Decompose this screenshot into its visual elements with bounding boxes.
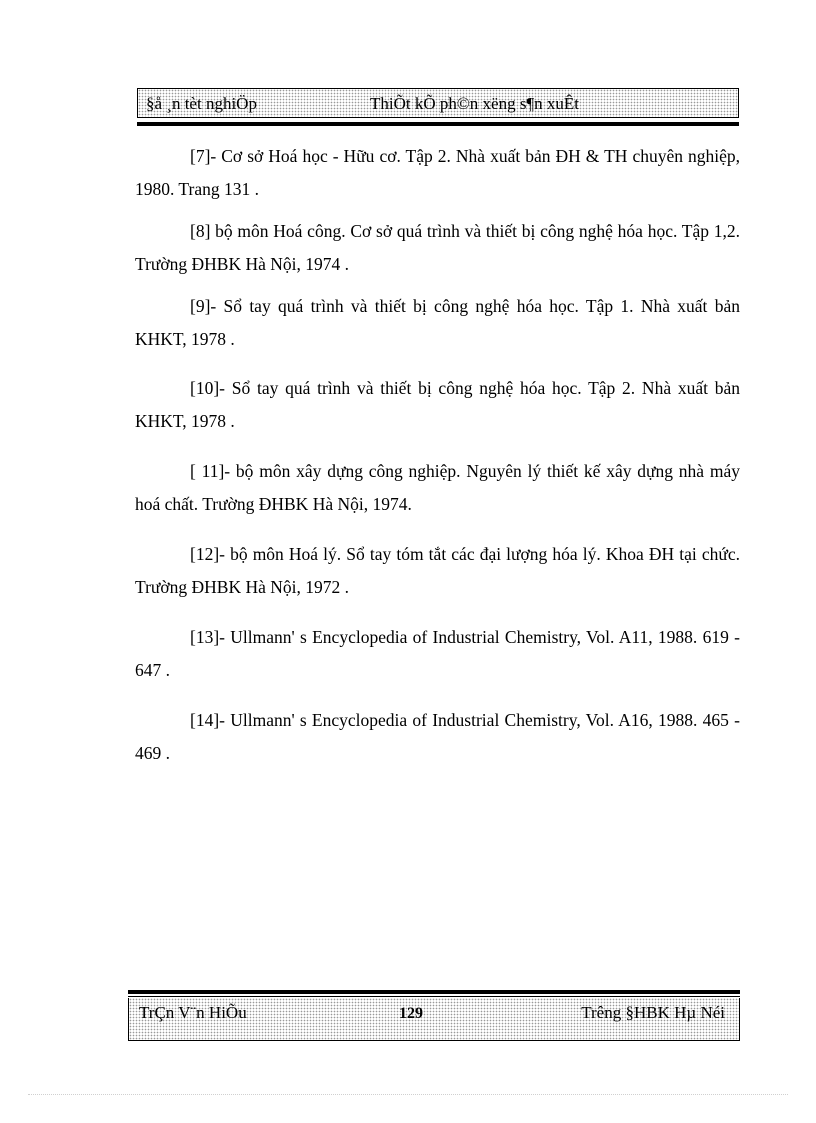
- header-rule: [137, 122, 739, 126]
- footer-school: Trêng §HBK Hµ Néi: [581, 1003, 725, 1022]
- page-bottom-divider: [28, 1094, 788, 1095]
- footer-rule-thin: [128, 996, 740, 997]
- reference-item-9: [9]- Sổ tay quá trình và thiết bị công nghệ hóa học. Tập 1. Nhà xuất bản KHKT, 1978 .: [135, 296, 740, 349]
- header-design-title: ThiÕt kÕ ph©n xëng s¶n xuÊt: [370, 94, 580, 113]
- reference-item-11: [ 11]- bộ môn xây dựng công nghiệp. Nguyên lý thiết kế xây dựng nhà máy hoá chất. Trường ĐHBK Hà Nội, 1974.: [135, 461, 740, 514]
- reference-item-10: [10]- Sổ tay quá trình và thiết bị công nghệ hóa học. Tập 2. Nhà xuất bản KHKT, 1978 .: [135, 378, 740, 431]
- footer-author: TrÇn V¨n HiÕu: [139, 1003, 247, 1022]
- reference-item-12: [12]- bộ môn Hoá lý. Sổ tay tóm tắt các đại lượng hóa lý. Khoa ĐH tại chức. Trường ĐHBK Hà Nội, 1972 .: [135, 544, 740, 597]
- reference-item-7: [7]- Cơ sở Hoá học - Hữu cơ. Tập 2. Nhà xuất bản ĐH & TH chuyên nghiệp, 1980. Trang 131 .: [135, 146, 740, 199]
- reference-item-8: [8] bộ môn Hoá công. Cơ sở quá trình và thiết bị công nghệ hóa học. Tập 1,2. Trường ĐHBK Hà Nội, 1974 .: [135, 221, 740, 274]
- page-number: 129: [399, 1005, 423, 1022]
- reference-item-13: [13]- Ullmann' s Encyclopedia of Industrial Chemistry, Vol. A11, 1988. 619 - 647 .: [135, 627, 740, 680]
- reference-list: [135, 140, 740, 770]
- reference-item-14: [14]- Ullmann' s Encyclopedia of Industrial Chemistry, Vol. A16, 1988. 465 - 469 .: [135, 710, 740, 763]
- page-footer: [128, 998, 740, 1041]
- footer-rule-thick: [128, 990, 740, 994]
- header-thesis-title: §å ¸n tèt nghiÖp: [146, 94, 257, 113]
- page-header: [137, 88, 739, 118]
